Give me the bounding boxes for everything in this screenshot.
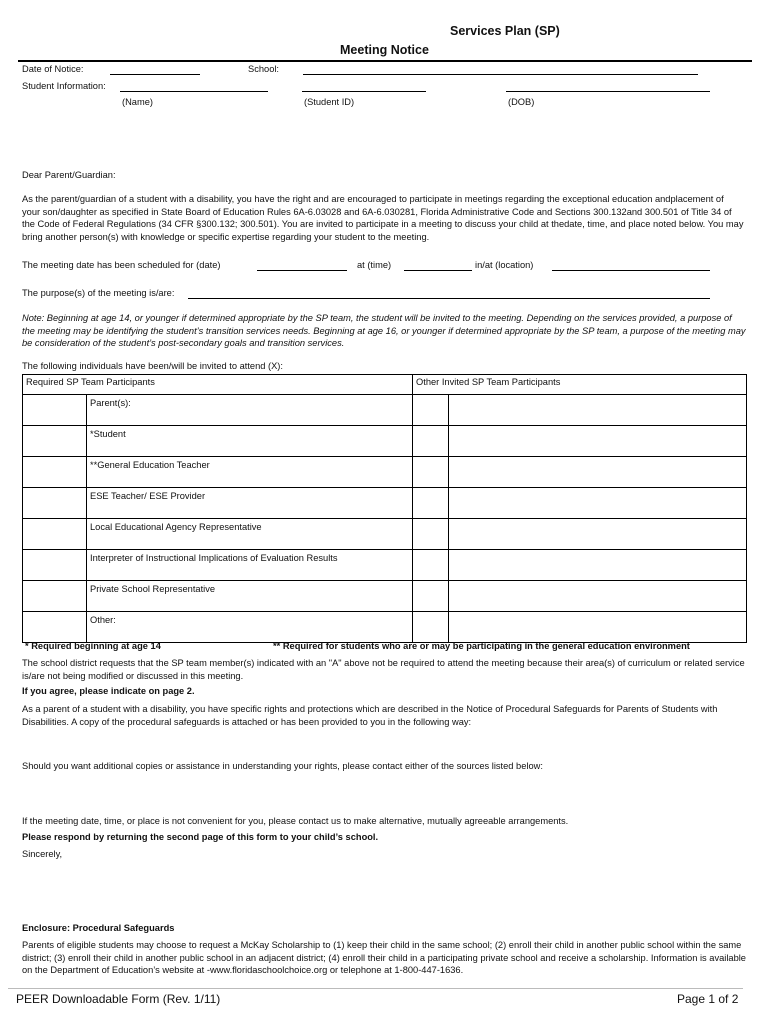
mckay-paragraph: Parents of eligible students may choose to request a McKay Scholarship to (1) keep their child in the same school; (2) enroll their child in another public school within the same district; (3) enroll their child in another public school in an adjacent district; (4) enroll their child in a participating private school and receive a scholarship. Information is available on the Department of Education’s website at -www.floridaschoolchoice.org or telephone at 1-800-447-1636. (22, 940, 746, 975)
other-participant-cell[interactable] (449, 395, 747, 426)
student-id-caption: (Student ID) (304, 97, 355, 107)
form-subtitle: Meeting Notice (340, 43, 429, 57)
footnote-general-education: ** Required for students who are or may be participating in the general education environment (273, 641, 690, 651)
sincerely: Sincerely, (22, 849, 63, 859)
participant-row (23, 550, 747, 581)
dob-caption: (DOB) (508, 97, 535, 107)
student-info-label: Student Information: (22, 81, 106, 91)
required-participants-header: Required SP Team Participants (23, 375, 413, 395)
other-participant-cell[interactable] (449, 550, 747, 581)
student-dob-field[interactable] (506, 91, 710, 92)
meeting-date-field[interactable] (257, 270, 347, 271)
school-label: School: (248, 64, 280, 74)
footer-divider (8, 988, 743, 989)
participants-table (22, 374, 747, 643)
participant-row (23, 426, 747, 457)
other-participant-cell[interactable] (449, 612, 747, 643)
participant-row (23, 581, 747, 612)
invited-intro: The following individuals have been/will be invited to attend (X): (22, 361, 283, 371)
header-divider (18, 60, 752, 62)
participant-label: Interpreter of Instructional Implications of Evaluation Results (87, 550, 413, 581)
at-time-label: at (time) (357, 260, 392, 270)
required-mark-cell[interactable] (23, 612, 87, 643)
salutation: Dear Parent/Guardian: (22, 170, 116, 180)
participant-label: Local Educational Agency Representative (87, 519, 413, 550)
required-mark-cell[interactable] (23, 426, 87, 457)
required-mark-cell[interactable] (23, 550, 87, 581)
other-participant-cell[interactable] (449, 519, 747, 550)
meeting-time-field[interactable] (404, 270, 472, 271)
other-participants-header: Other Invited SP Team Participants (413, 375, 747, 395)
required-mark-cell[interactable] (23, 581, 87, 612)
name-caption: (Name) (122, 97, 153, 107)
required-mark-cell[interactable] (23, 488, 87, 519)
purpose-label: The purpose(s) of the meeting is/are: (22, 288, 175, 298)
intro-paragraph: As the parent/guardian of a student with a disability, you have the right and are encouraged to participate in meetings regarding the exceptional education andplacement of your son/daughter as specified in State Board of Education Rules 6A-6.03028 and 6A-6.030281, Florida Administrative Code and Sections 300.132and 300.501 of Title 34 of the Code of Federal Regulations (34 CFR §300.132; 300.501). You are invited to participate in a meeting to discuss your child at thedate, time, and place noted below. You may bring another person(s) with knowledge or specific expertise regarding your student to the meeting. (22, 194, 744, 242)
other-mark-cell[interactable] (413, 612, 449, 643)
other-mark-cell[interactable] (413, 395, 449, 426)
participant-label: ESE Teacher/ ESE Provider (87, 488, 413, 519)
additional-copies-paragraph: Should you want additional copies or assistance in understanding your rights, please contact either of the sources listed below: (22, 761, 543, 771)
student-name-field[interactable] (120, 91, 268, 92)
form-id: PEER Downloadable Form (Rev. 1/11) (16, 992, 221, 1006)
other-mark-cell[interactable] (413, 426, 449, 457)
page-number: Page 1 of 2 (677, 992, 739, 1006)
participant-label: Other: (87, 612, 413, 643)
footnote-age-14: * Required beginning at age 14 (25, 641, 161, 651)
participant-label: **General Education Teacher (87, 457, 413, 488)
inconvenient-paragraph: If the meeting date, time, or place is not convenient for you, please contact us to make alternative, mutually agreeable arrangements. (22, 816, 569, 826)
rights-paragraph: As a parent of a student with a disability, you have specific rights and protections which are described in the Notice of Procedural Safeguards for Parents of Students with Disabilities. A copy of the procedural safeguards is attached or has been provided to you in the following way: (22, 704, 718, 727)
other-mark-cell[interactable] (413, 581, 449, 612)
excusal-paragraph: The school district requests that the SP team member(s) indicated with an "A" above not be required to attend the meeting because their area(s) of curriculum or related service is/are not being modified or discussed in this meeting. (22, 658, 745, 681)
enclosure-label: Enclosure: Procedural Safeguards (22, 923, 175, 933)
other-participant-cell[interactable] (449, 488, 747, 519)
participant-label: *Student (87, 426, 413, 457)
age-note: Note: Beginning at age 14, or younger if determined appropriate by the SP team, the student will be invited to the meeting. Depending on the services provided, a purpose of the meeting may be identifying the student’s transition services needs. Beginning at age 16, or younger if determined appropriate by the SP team, a purpose of the meeting may be consideration of the student’s post-secondary goals and transition services. (22, 313, 746, 348)
participant-row (23, 519, 747, 550)
other-mark-cell[interactable] (413, 488, 449, 519)
other-participant-cell[interactable] (449, 457, 747, 488)
participant-row (23, 395, 747, 426)
respond-instruction: Please respond by returning the second page of this form to your child’s school. (22, 832, 379, 842)
date-of-notice-label: Date of Notice: (22, 64, 84, 74)
participant-label: Private School Representative (87, 581, 413, 612)
other-mark-cell[interactable] (413, 550, 449, 581)
other-participant-cell[interactable] (449, 581, 747, 612)
required-mark-cell[interactable] (23, 457, 87, 488)
other-participant-cell[interactable] (449, 426, 747, 457)
participant-row (23, 612, 747, 643)
participant-row (23, 457, 747, 488)
school-field[interactable] (303, 74, 698, 75)
other-mark-cell[interactable] (413, 519, 449, 550)
meeting-date-label: The meeting date has been scheduled for (date) (22, 260, 221, 270)
required-mark-cell[interactable] (23, 519, 87, 550)
participant-label: Parent(s): (87, 395, 413, 426)
date-of-notice-field[interactable] (110, 74, 200, 75)
form-title: Services Plan (SP) (450, 24, 560, 38)
purpose-field[interactable] (188, 298, 710, 299)
location-label: in/at (location) (475, 260, 534, 270)
participant-row (23, 488, 747, 519)
other-mark-cell[interactable] (413, 457, 449, 488)
meeting-location-field[interactable] (552, 270, 710, 271)
student-id-field[interactable] (302, 91, 426, 92)
agree-instruction: If you agree, please indicate on page 2. (22, 686, 195, 696)
required-mark-cell[interactable] (23, 395, 87, 426)
